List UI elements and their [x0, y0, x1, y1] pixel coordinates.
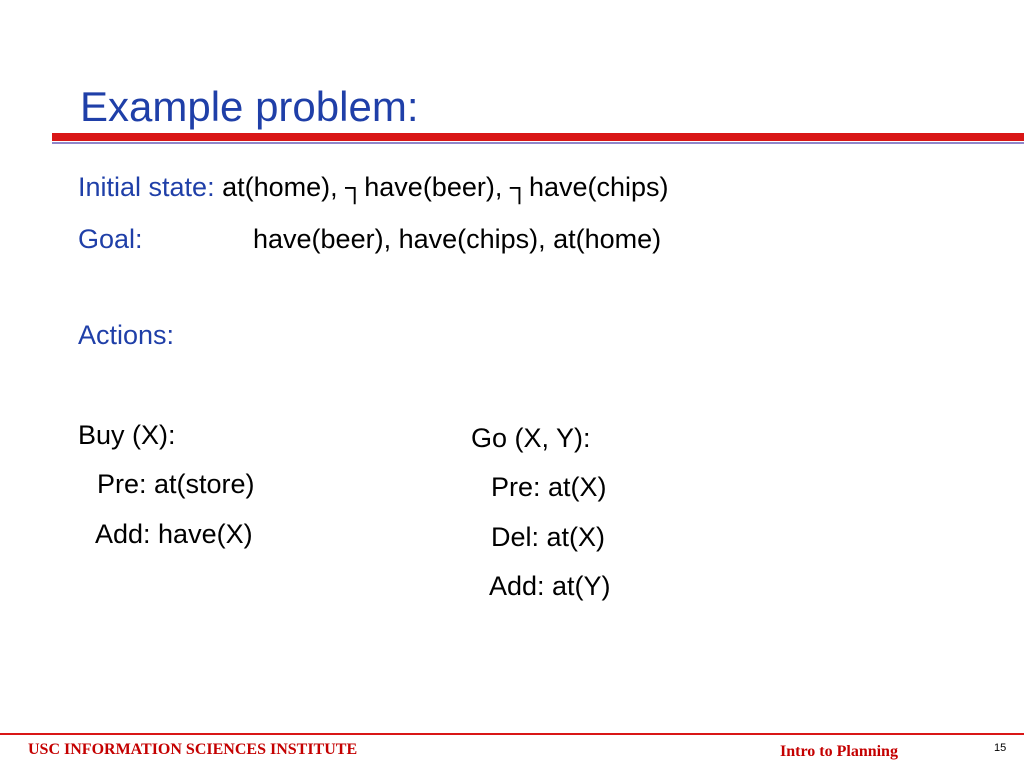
goal-label: Goal:: [78, 224, 143, 254]
go-action-pre: Pre: at(X): [491, 472, 607, 502]
title-divider-accent: [52, 142, 1024, 144]
initial-state-value: at(home), ┐have(beer), ┐have(chips): [222, 172, 669, 202]
actions-label: Actions:: [78, 320, 175, 350]
initial-state-label: Initial state:: [78, 172, 215, 202]
buy-action-pre: Pre: at(store): [97, 469, 255, 499]
initial-state-line: [78, 170, 669, 204]
page-number: 15: [994, 742, 1007, 754]
goal-value: have(beer), have(chips), at(home): [253, 224, 662, 254]
title-divider: [52, 133, 1024, 141]
slide-title: Example problem:: [80, 83, 419, 130]
footer-divider: [0, 733, 1024, 735]
go-action-header: Go (X, Y):: [471, 423, 591, 453]
go-action-del: Del: at(X): [491, 522, 606, 552]
go-action-add: Add: at(Y): [489, 571, 611, 601]
footer-institute: USC INFORMATION SCIENCES INSTITUTE: [28, 741, 358, 758]
buy-action-add: Add: have(X): [95, 519, 253, 549]
buy-action-header: Buy (X):: [78, 420, 176, 450]
footer-course-title: Intro to Planning: [780, 743, 898, 760]
